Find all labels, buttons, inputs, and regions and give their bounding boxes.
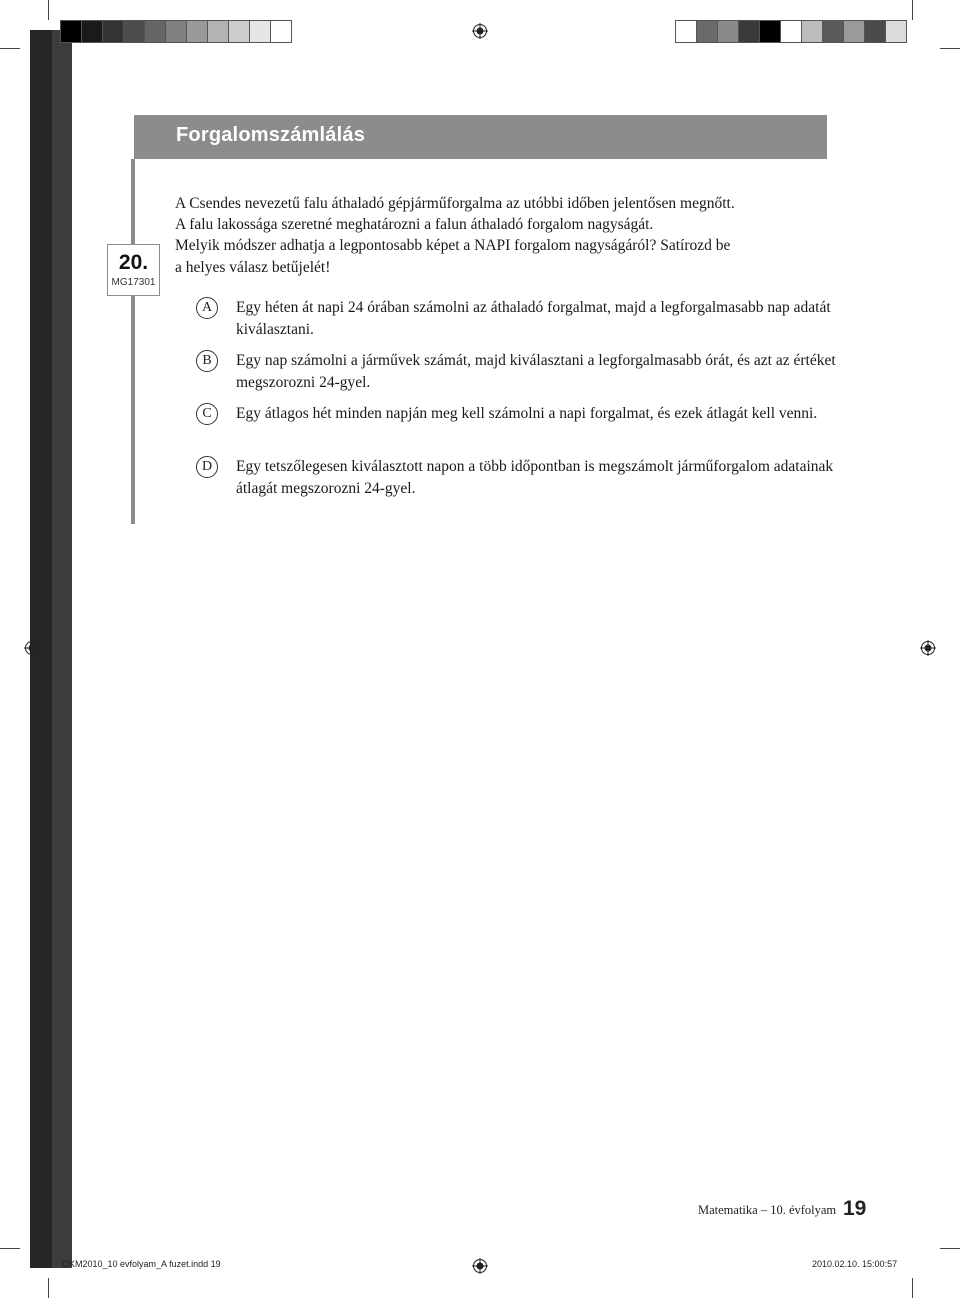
color-swatch bbox=[208, 21, 229, 42]
color-bar-right bbox=[675, 20, 907, 43]
color-swatch bbox=[865, 21, 886, 42]
color-swatch bbox=[250, 21, 271, 42]
answer-text: Egy átlagos hét minden napján meg kell számolni a napi forgalmat, és ezek átlagát kell venni. bbox=[236, 405, 818, 422]
crop-mark bbox=[0, 1248, 20, 1249]
answer-text: Egy héten át napi 24 órában számolni az áthaladó forgalmat, majd a legforgalmasabb nap adatát kiválasztani. bbox=[236, 299, 831, 338]
answer-letter-circle[interactable]: D bbox=[196, 456, 218, 478]
color-swatch bbox=[82, 21, 103, 42]
page-edge-strip-inner bbox=[52, 30, 72, 1268]
crop-mark bbox=[0, 48, 20, 49]
crop-mark bbox=[912, 0, 913, 20]
color-swatch bbox=[187, 21, 208, 42]
question-line: A Csendes nevezetű falu áthaladó gépjárműforgalma az utóbbi időben jelentősen megnőtt. bbox=[175, 195, 735, 212]
color-swatch bbox=[844, 21, 865, 42]
answer-letter-circle[interactable]: A bbox=[196, 297, 218, 319]
question-line: A falu lakossága szeretné meghatározni a falun áthaladó forgalom nagyságát. bbox=[175, 216, 654, 234]
registration-mark-icon bbox=[472, 1258, 488, 1274]
color-swatch bbox=[61, 21, 82, 42]
task-code: MG17301 bbox=[111, 277, 156, 288]
registration-mark-icon bbox=[472, 23, 488, 39]
question-line: Melyik módszer adhatja a legpontosabb képet a NAPI forgalom nagyságáról? Satírozd be bbox=[175, 237, 731, 255]
answer-text: Egy nap számolni a járművek számát, majd kiválasztani a legforgalmasabb órát, és azt az értéket megszorozni 24-gyel. bbox=[236, 352, 836, 391]
section-header bbox=[134, 115, 827, 159]
footer-subject: Matematika – 10. évfolyam bbox=[698, 1203, 837, 1217]
task-number-box bbox=[107, 244, 160, 296]
crop-mark bbox=[940, 1248, 960, 1249]
answer-letter-circle[interactable]: C bbox=[196, 403, 218, 425]
color-swatch bbox=[802, 21, 823, 42]
color-swatch bbox=[145, 21, 166, 42]
color-swatch bbox=[718, 21, 739, 42]
answer-text: Egy tetszőlegesen kiválasztott napon a több időpontban is megszámolt járműforgalom adatainak átlagát megszorozni 24-gyel. bbox=[236, 458, 834, 497]
color-swatch bbox=[760, 21, 781, 42]
color-swatch bbox=[103, 21, 124, 42]
page-number: 19 bbox=[843, 1197, 867, 1220]
task-question bbox=[175, 193, 825, 278]
color-swatch bbox=[697, 21, 718, 42]
registration-mark-icon bbox=[920, 640, 936, 656]
color-swatch bbox=[166, 21, 187, 42]
crop-mark bbox=[48, 0, 49, 20]
color-swatch bbox=[229, 21, 250, 42]
color-swatch bbox=[676, 21, 697, 42]
color-swatch bbox=[271, 21, 291, 42]
color-swatch bbox=[886, 21, 906, 42]
color-swatch bbox=[739, 21, 760, 42]
answer-letter-circle[interactable]: B bbox=[196, 350, 218, 372]
color-swatch bbox=[124, 21, 145, 42]
task-number: 20. bbox=[118, 251, 149, 274]
crop-mark bbox=[48, 1278, 49, 1298]
question-line: a helyes válasz betűjelét! bbox=[175, 258, 331, 276]
slug-date: 2010.02.10. 15:00:57 bbox=[812, 1259, 898, 1269]
color-bar-left bbox=[60, 20, 292, 43]
section-title: Forgalomszámlálás bbox=[176, 124, 366, 146]
color-swatch bbox=[781, 21, 802, 42]
color-swatch bbox=[823, 21, 844, 42]
slug-file: OKM2010_10 evfolyam_A fuzet.indd 19 bbox=[62, 1259, 221, 1269]
section-rule bbox=[131, 159, 135, 524]
crop-mark bbox=[940, 48, 960, 49]
registration-mark-icon bbox=[24, 640, 40, 656]
crop-mark bbox=[912, 1278, 913, 1298]
